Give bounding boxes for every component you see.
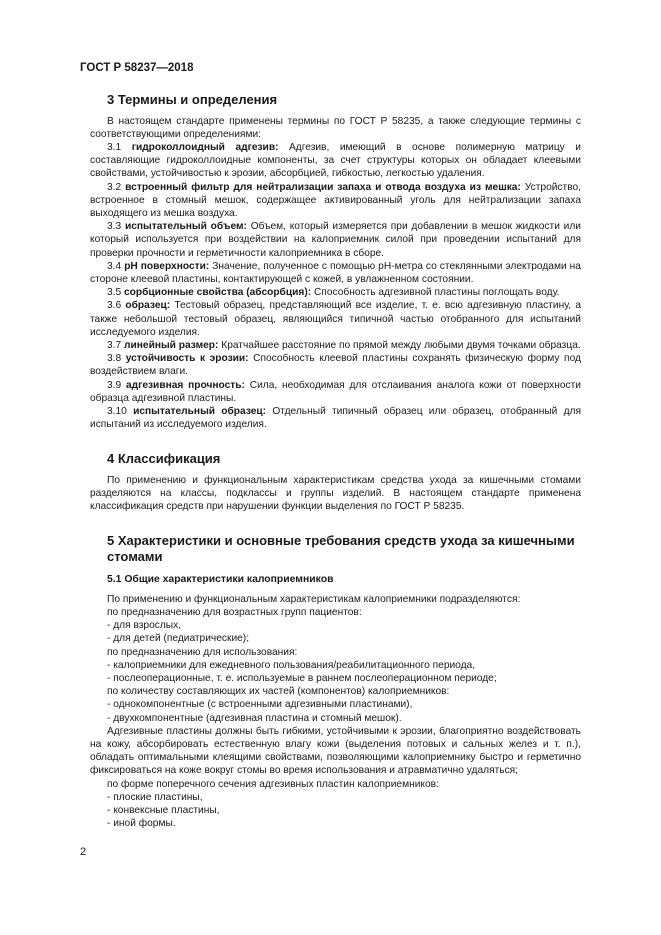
subsection-5-1-title: 5.1 Общие характеристики калоприемников <box>107 574 334 586</box>
term-item: 3.9 адгезивная прочность: Сила, необходимая для отслаивания аналога кожи от поверхности образца адгезивной пластины. <box>90 379 581 404</box>
document-header: ГОСТ Р 58237—2018 <box>80 62 194 74</box>
term-item: 3.3 испытательный объем: Объем, который измеряется при добавлении в мешок жидкости или который используется при воздействии на калоприемник силой при проведении испытаний для проверки прочности и герметичности калоприемника в сборе. <box>90 221 581 259</box>
paragraph: по количеству составляющих их частей (компонентов) калоприемников: <box>107 686 450 698</box>
list-item: - иной формы. <box>107 818 176 830</box>
term-item: 3.8 устойчивость к эрозии: Способность клеевой пластины сохранять физическую форму под воздействием влаги. <box>90 353 581 378</box>
term-item: 3.7 линейный размер: Кратчайшее расстояние по прямой между любыми двумя точками образца. <box>107 339 581 351</box>
term-item: 3.1 гидроколлоидный адгезив: Адгезив, имеющий в основе полимерную матрицу и составляющие гидроколлоидные компоненты, за счет структуры которых он обладает клеевыми свойствами, устойчивостью к эрозии, абсорбцией, гибкостью, легкостью удаления. <box>90 141 581 180</box>
section-3 <box>90 92 581 431</box>
term-item: 3.5 сорбционные свойства (абсорбция): Способность адгезивной пластины поглощать воду. <box>107 287 560 299</box>
list-item: - калоприемники для ежедневного пользования/реабилитационного периода, <box>107 659 476 671</box>
paragraph: По применению и функциональным характеристикам калоприемники подразделяются: <box>107 593 521 605</box>
paragraph: по предназначению для использования: <box>107 646 298 658</box>
document-body <box>90 92 581 850</box>
section-4-text: По применению и функциональным характеристикам средства ухода за кишечными стомами разделяются на классы, подклассы и группы изделий. В настоящем стандарте применена классификация средств при нарушении функции выделения по ГОСТ Р 58235. <box>90 474 581 513</box>
paragraph: по форме поперечного сечения адгезивных пластин калоприемников: <box>107 778 439 790</box>
section-3-intro: В настоящем стандарте применены термины по ГОСТ Р 58235, а также следующие термины с соответствующими определениями: <box>90 115 581 140</box>
section-5-title: 5 Характеристики и основные требования средств ухода за кишечными стомами <box>107 533 575 564</box>
term-item: 3.10 испытательный образец: Отдельный типичный образец или образец, отобранный для испытаний из исследуемого изделия. <box>90 405 581 431</box>
list-item: - для взрослых, <box>107 620 182 632</box>
list-item: - однокомпонентные (с встроенными адгезивными пластинами), <box>107 699 413 711</box>
section-5 <box>90 533 581 830</box>
list-item: - для детей (педиатрические); <box>107 633 250 645</box>
page-number: 2 <box>80 846 87 858</box>
paragraph: по предназначению для возрастных групп пациентов: <box>107 606 362 618</box>
section-4-title: 4 Классификация <box>107 451 221 467</box>
list-item: - двухкомпонентные (адгезивная пластина и стомный мешок). <box>107 712 402 724</box>
section-4 <box>90 451 581 513</box>
list-item: - плоские пластины, <box>107 791 203 803</box>
list-item: - конвексные пластины, <box>107 804 220 816</box>
term-item: 3.2 встроенный фильтр для нейтрализации запаха и отвода воздуха из мешка: Устройство, встроенное в стомный мешок, содержащее активированный уголь для нейтрализации запаха выходящего из мешка воздуха. <box>90 181 581 219</box>
term-item: 3.4 pH поверхности: Значение, полученное с помощью pH-метра со стеклянными электродами на стороне клеевой пластины, контактирующей с кожей, в увлажненном состоянии. <box>90 260 581 285</box>
paragraph: Адгезивные пластины должны быть гибкими, устойчивыми к эрозии, благоприятно воздействовать на кожу, абсорбировать естественную влагу кожи (выделения потовых и сальных желез и т. п.), обладать оптимальными клеящими свойствами, позволяющими калоприемнику быстро и герметично фиксироваться на коже вокруг стомы во время использования и атравматично удаляться; <box>90 725 581 777</box>
term-item: 3.6 образец: Тестовый образец, представляющий все изделие, т. е. всю адгезивную пластину, а также небольшой тестовый образец, являющийся типичной частью отобранного для испытаний исследуемого изделия. <box>90 300 581 338</box>
list-item: - послеоперационные, т. е. используемые в раннем послеоперационном периоде; <box>107 672 497 684</box>
section-3-title: 3 Термины и определения <box>107 92 278 107</box>
